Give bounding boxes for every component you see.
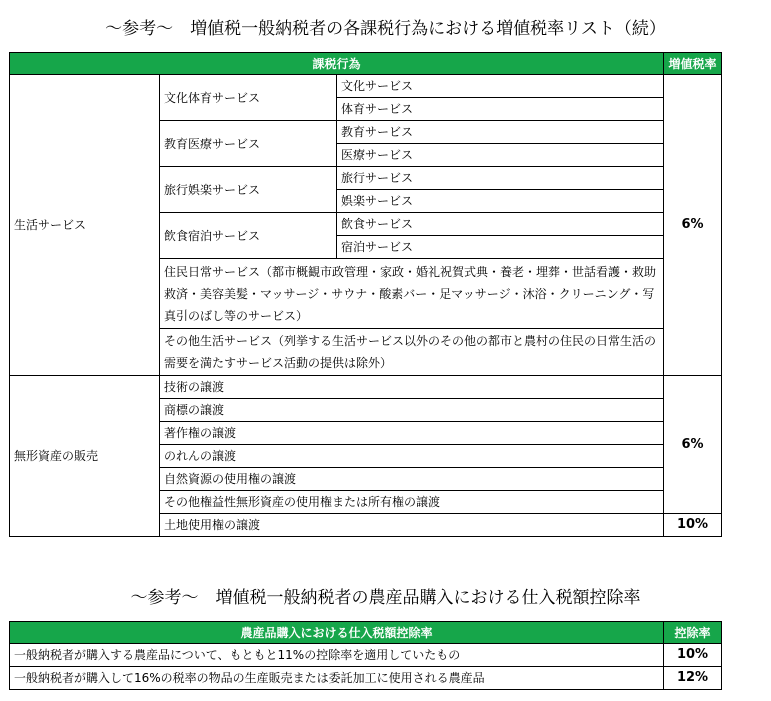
item-goodwill-transfer: のれんの譲渡 <box>160 445 664 468</box>
item-entertainment: 娯楽サービス <box>337 190 664 213</box>
item-copyright-transfer: 著作権の譲渡 <box>160 422 664 445</box>
sub-education-medical: 教育医療サービス <box>160 121 337 167</box>
deduction-row-rate: 12% <box>664 667 722 690</box>
sub-food-lodging: 飲食宿泊サービス <box>160 213 337 259</box>
item-daily-services: 住民日常サービス（都市概観市政管理・家政・婚礼祝賀式典・養老・埋葬・世話看護・救助救済・美容美髪・マッサージ・サウナ・酸素バー・足マッサージ・沐浴・クリーニング・写真引のばし等のサービス） <box>160 259 664 329</box>
item-technology-transfer: 技術の譲渡 <box>160 376 664 399</box>
item-other-life-services: その他生活サービス（列挙する生活サービス以外のその他の都市と農村の住民の日常生活の需要を満たすサービス活動の提供は除外） <box>160 329 664 376</box>
group-intangible-assets: 無形資産の販売 <box>10 376 160 537</box>
rate-land-use: 10% <box>664 514 722 537</box>
item-culture: 文化サービス <box>337 75 664 98</box>
item-food: 飲食サービス <box>337 213 664 236</box>
item-other-intangible-transfer: その他権益性無形資産の使用権または所有権の譲渡 <box>160 491 664 514</box>
item-medical: 医療サービス <box>337 144 664 167</box>
item-natural-resources-transfer: 自然資源の使用権の譲渡 <box>160 468 664 491</box>
item-land-use-transfer: 土地使用権の譲渡 <box>160 514 664 537</box>
group-life-services: 生活サービス <box>10 75 160 376</box>
item-sports: 体育サービス <box>337 98 664 121</box>
rate-life-services: 6% <box>664 75 722 376</box>
rate-intangible-assets: 6% <box>664 376 722 514</box>
deduction-rate-table <box>9 621 722 690</box>
deduction-row-text: 一般納税者が購入して16%の税率の物品の生産販売または委託加工に使用される農産品 <box>10 667 664 690</box>
item-travel: 旅行サービス <box>337 167 664 190</box>
deduction-row-rate: 10% <box>664 644 722 667</box>
sub-culture-sports: 文化体育サービス <box>160 75 337 121</box>
page-title-1: ～参考～ 増値税一般納税者の各課税行為における増値税率リスト（続） <box>105 19 666 39</box>
page-title-2: ～参考～ 増値税一般納税者の農産品購入における仕入税額控除率 <box>130 588 641 608</box>
header-taxable-act: 課税行為 <box>10 53 664 75</box>
item-education: 教育サービス <box>337 121 664 144</box>
deduction-row-text: 一般納税者が購入する農産品について、もともと11%の控除率を適用していたもの <box>10 644 664 667</box>
header-vat-rate: 増値税率 <box>664 53 722 75</box>
sub-travel-entertainment: 旅行娯楽サービス <box>160 167 337 213</box>
item-lodging: 宿泊サービス <box>337 236 664 259</box>
item-trademark-transfer: 商標の譲渡 <box>160 399 664 422</box>
header-deduction-item: 農産品購入における仕入税額控除率 <box>10 622 664 644</box>
header-deduction-rate: 控除率 <box>664 622 722 644</box>
vat-rate-table <box>9 52 722 537</box>
